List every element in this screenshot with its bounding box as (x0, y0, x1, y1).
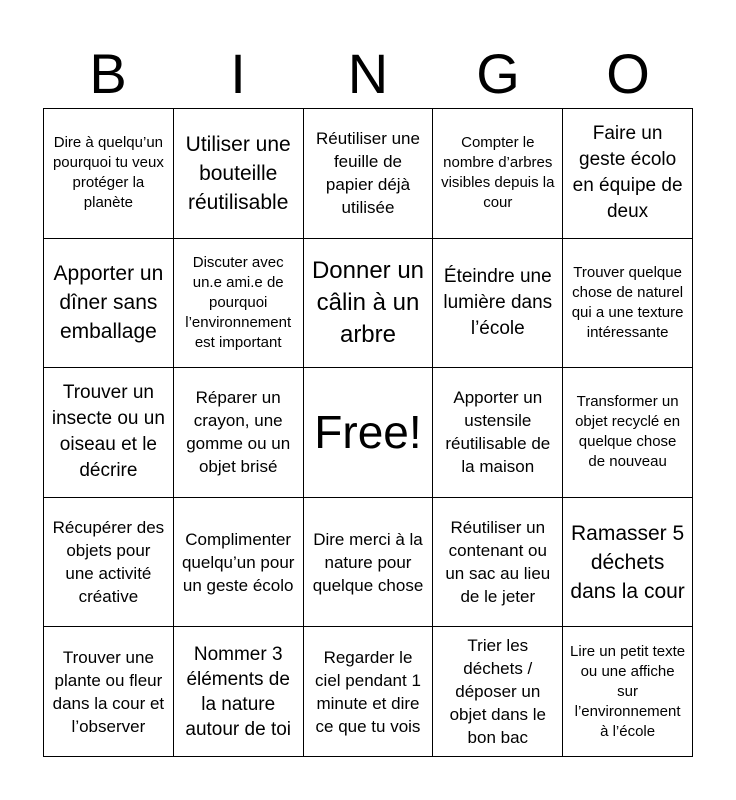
bingo-cell[interactable] (304, 239, 434, 369)
bingo-cell[interactable] (433, 239, 563, 369)
header-letter-i: I (230, 42, 246, 105)
bingo-cell[interactable] (433, 498, 563, 628)
bingo-cell[interactable] (563, 109, 693, 239)
header-letter-n: N (347, 42, 389, 105)
bingo-cell[interactable] (563, 627, 693, 757)
cell-text: Réutiliser une feuille de papier déjà utilisée (316, 129, 420, 218)
bingo-cell[interactable] (44, 109, 174, 239)
bingo-cell[interactable] (174, 368, 304, 498)
free-space-cell[interactable] (304, 368, 434, 498)
cell-text: Apporter un ustensile réutilisable de la maison (445, 388, 551, 477)
bingo-cell[interactable] (174, 627, 304, 757)
header-letter-o: O (606, 42, 650, 105)
bingo-cell[interactable] (304, 627, 434, 757)
cell-text: Compter le nombre d’arbres visibles depuis la cour (441, 134, 555, 212)
cell-text: Dire à quelqu’un pourquoi tu veux protéger la planète (52, 134, 164, 212)
cell-text: Regarder le ciel pendant 1 minute et dire ce que tu vois (315, 647, 421, 736)
cell-text: Discuter avec un.e ami.e de pourquoi l’environnement est important (185, 253, 292, 351)
bingo-cell[interactable] (433, 627, 563, 757)
cell-text: Nommer 3 éléments de la nature autour de toi (185, 643, 292, 740)
cell-text: Ramasser 5 déchets dans la cour (570, 521, 685, 603)
free-space-label: Free! (314, 406, 422, 459)
cell-text: Récupérer des objets pour une activité créative (52, 518, 165, 607)
header-letter-b: B (89, 42, 127, 105)
cell-text: Éteindre une lumière dans l’école (443, 265, 553, 339)
bingo-cell[interactable] (563, 368, 693, 498)
cell-text: Réutiliser un contenant ou un sac au lieu de le jeter (445, 518, 551, 607)
bingo-cell[interactable] (174, 109, 304, 239)
bingo-cell[interactable] (44, 498, 174, 628)
bingo-cell[interactable] (563, 239, 693, 369)
bingo-cell[interactable] (304, 109, 434, 239)
bingo-header (43, 40, 693, 108)
cell-text: Donner un câlin à un arbre (311, 256, 425, 348)
cell-text: Faire un geste écolo en équipe de deux (572, 123, 683, 223)
cell-text: Complimenter quelqu’un pour un geste écolo (181, 529, 295, 595)
cell-text: Trouver un insecte ou un oiseau et le décrire (51, 382, 165, 482)
bingo-cell[interactable] (44, 368, 174, 498)
cell-text: Réparer un crayon, une gomme ou un objet brisé (186, 388, 291, 477)
bingo-cell[interactable] (44, 239, 174, 369)
cell-text: Trouver quelque chose de naturel qui a une texture intéressante (571, 263, 684, 341)
bingo-cell[interactable] (304, 498, 434, 628)
cell-text: Transformer un objet recyclé en quelque chose de nouveau (575, 393, 681, 471)
bingo-cell[interactable] (563, 498, 693, 628)
bingo-cell[interactable] (433, 109, 563, 239)
cell-text: Lire un petit texte ou une affiche sur l’environnement à l’école (570, 642, 686, 740)
cell-text: Apporter un dîner sans emballage (53, 262, 164, 344)
bingo-cell[interactable] (174, 498, 304, 628)
cell-text: Dire merci à la nature pour quelque chose (312, 529, 424, 595)
header-letter-g: G (476, 42, 520, 105)
bingo-cell[interactable] (44, 627, 174, 757)
cell-text: Trouver une plante ou fleur dans la cour et l’observer (52, 647, 165, 736)
bingo-card-grid (43, 108, 693, 757)
cell-text: Utiliser une bouteille réutilisable (185, 132, 291, 214)
cell-text: Trier les déchets / déposer un objet dans le bon bac (449, 636, 546, 748)
bingo-cell[interactable] (433, 368, 563, 498)
bingo-cell[interactable] (174, 239, 304, 369)
